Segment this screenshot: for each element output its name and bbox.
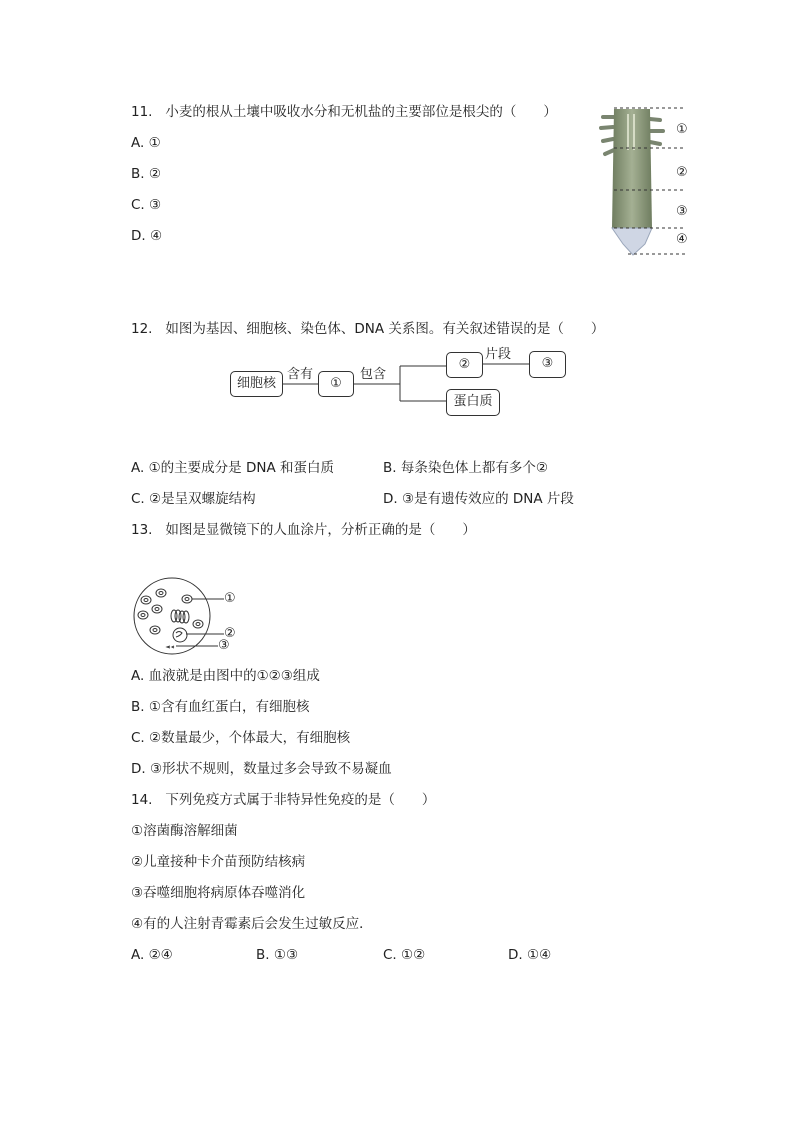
blood-label-3: ③: [218, 638, 230, 653]
q14-option-b[interactable]: B. ①③: [256, 947, 299, 963]
root-zone-label-2: ②: [676, 165, 688, 180]
q12-option-c[interactable]: C. ②是呈双螺旋结构: [131, 491, 256, 507]
q11-stem: 11. 小麦的根从土壤中吸收水分和无机盐的主要部位是根尖的（ ）: [131, 104, 557, 120]
node-2: ②: [446, 352, 483, 378]
red-blood-cells: [138, 589, 203, 634]
label-contains: 含有: [287, 367, 314, 382]
q13-option-b[interactable]: B. ①含有血红蛋白，有细胞核: [131, 699, 310, 715]
q12-option-d[interactable]: D. ③是有遗传效应的 DNA 片段: [383, 491, 574, 507]
q14-item-2: ②儿童接种卡介苗预防结核病: [131, 854, 306, 870]
q11-option-d[interactable]: D. ④: [131, 228, 163, 244]
node-1: ①: [318, 371, 354, 397]
node-nucleus: 细胞核: [230, 371, 283, 397]
q14-item-1: ①溶菌酶溶解细菌: [131, 823, 238, 839]
platelets: [167, 646, 174, 648]
q12-option-b[interactable]: B. 每条染色体上都有多个②: [383, 460, 548, 476]
blood-label-1: ①: [224, 591, 236, 606]
q13-stem: 13. 如图是显微镜下的人血涂片，分析正确的是（ ）: [131, 522, 476, 538]
node-protein: 蛋白质: [446, 389, 500, 416]
q14-item-3: ③吞噬细胞将病原体吞噬消化: [131, 885, 306, 901]
microscope-field: [134, 578, 210, 654]
root-zone-label-4: ④: [676, 232, 688, 247]
q11-option-a[interactable]: A. ①: [131, 135, 161, 151]
q14-stem: 14. 下列免疫方式属于非特异性免疫的是（ ）: [131, 792, 436, 808]
q11-option-c[interactable]: C. ③: [131, 197, 162, 213]
q14-option-a[interactable]: A. ②④: [131, 947, 173, 963]
q13-option-d[interactable]: D. ③形状不规则，数量过多会导致不易凝血: [131, 761, 392, 777]
q13-option-c[interactable]: C. ②数量最少，个体最大，有细胞核: [131, 730, 351, 746]
white-blood-cell: [173, 628, 187, 642]
label-segment: 片段: [485, 347, 512, 362]
q14-option-d[interactable]: D. ①④: [508, 947, 552, 963]
q12-option-a[interactable]: A. ①的主要成分是 DNA 和蛋白质: [131, 460, 334, 476]
q12-stem: 12. 如图为基因、细胞核、染色体、DNA 关系图。有关叙述错误的是（ ）: [131, 321, 605, 337]
node-3: ③: [529, 351, 566, 378]
label-includes: 包含: [360, 367, 387, 382]
q14-option-c[interactable]: C. ①②: [383, 947, 426, 963]
blood-label-2: ②: [224, 626, 236, 641]
root-zone-label-1: ①: [676, 122, 688, 137]
q14-item-4: ④有的人注射青霉素后会发生过敏反应．: [131, 916, 373, 932]
q11-option-b[interactable]: B. ②: [131, 166, 161, 182]
q13-option-a[interactable]: A. 血液就是由图中的①②③组成: [131, 668, 320, 684]
root-zone-label-3: ③: [676, 204, 688, 219]
